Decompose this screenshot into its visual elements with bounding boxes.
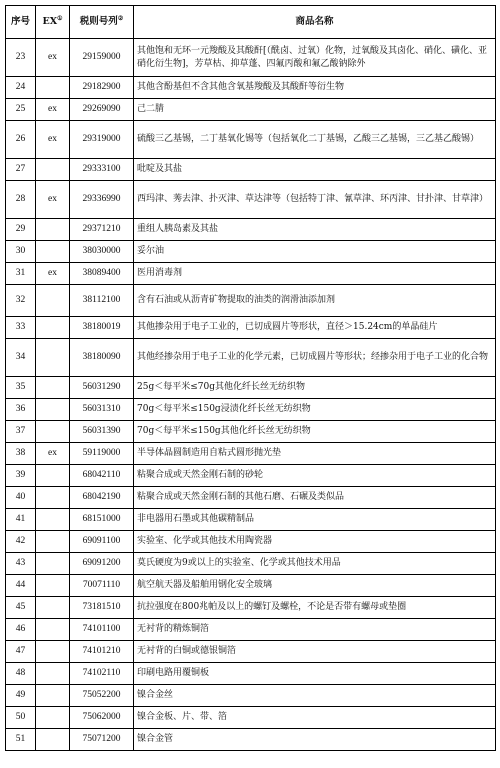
cell-tariff-code: 56031290	[70, 377, 134, 399]
cell-serial-number: 31	[6, 263, 36, 285]
table-row	[6, 317, 496, 339]
cell-product-name: 莫氏硬度为9或以上的实验室、化学或其他技术用品	[134, 553, 496, 575]
cell-ex-flag	[36, 219, 70, 241]
table-row	[6, 553, 496, 575]
cell-product-name: 其他掺杂用于电子工业的，已切成圆片等形状，直径＞15.24cm的单晶硅片	[134, 317, 496, 339]
cell-ex-flag	[36, 509, 70, 531]
cell-ex-flag: ex	[36, 181, 70, 219]
cell-ex-flag: ex	[36, 121, 70, 159]
cell-serial-number: 33	[6, 317, 36, 339]
tariff-table	[5, 5, 496, 751]
cell-serial-number: 24	[6, 77, 36, 99]
cell-tariff-code: 70071110	[70, 575, 134, 597]
header-serial-number-label: 序号	[10, 15, 30, 27]
table-row	[6, 377, 496, 399]
cell-serial-number: 30	[6, 241, 36, 263]
cell-tariff-code: 75052200	[70, 685, 134, 707]
table-row	[6, 219, 496, 241]
table-row	[6, 641, 496, 663]
cell-product-name: 妥尔油	[134, 241, 496, 263]
cell-tariff-code: 75071200	[70, 729, 134, 751]
cell-tariff-code: 68042110	[70, 465, 134, 487]
cell-product-name: 硫酸三乙基锡，二丁基氧化锡等（包括氧化二丁基锡，乙酸三乙基锡，三乙基乙酸锡）	[134, 121, 496, 159]
cell-product-name: 其他含酚基但不含其他含氧基羧酸及其酸酐等衍生物	[134, 77, 496, 99]
cell-tariff-code: 68151000	[70, 509, 134, 531]
cell-product-name: 粘聚合成或天然金刚石制的砂轮	[134, 465, 496, 487]
tariff-table-page	[5, 5, 496, 751]
cell-tariff-code: 56031310	[70, 399, 134, 421]
cell-product-name: 抗拉强度在800兆帕及以上的螺钉及螺栓，不论是否带有螺母或垫圈	[134, 597, 496, 619]
cell-ex-flag	[36, 531, 70, 553]
cell-serial-number: 26	[6, 121, 36, 159]
cell-serial-number: 41	[6, 509, 36, 531]
table-row	[6, 181, 496, 219]
table-row	[6, 707, 496, 729]
table-row	[6, 685, 496, 707]
table-row	[6, 531, 496, 553]
cell-serial-number: 37	[6, 421, 36, 443]
cell-product-name: 其他经掺杂用于电子工业的化学元素，已切成圆片等形状；经掺杂用于电子工业的化合物	[134, 339, 496, 377]
cell-serial-number: 50	[6, 707, 36, 729]
cell-serial-number: 29	[6, 219, 36, 241]
table-row	[6, 399, 496, 421]
cell-serial-number: 48	[6, 663, 36, 685]
cell-serial-number: 28	[6, 181, 36, 219]
cell-product-name: 含有石油或从沥青矿物提取的油类的润滑油添加剂	[134, 285, 496, 317]
cell-product-name: 70g＜每平米≤150g其他化纤长丝无纺织物	[134, 421, 496, 443]
header-ex-label: EX	[42, 16, 58, 28]
table-header-row	[6, 6, 496, 39]
cell-serial-number: 36	[6, 399, 36, 421]
cell-tariff-code: 38180090	[70, 339, 134, 377]
cell-serial-number: 44	[6, 575, 36, 597]
cell-tariff-code: 69091200	[70, 553, 134, 575]
cell-product-name: 航空航天器及船舶用钢化安全玻璃	[134, 575, 496, 597]
cell-ex-flag	[36, 597, 70, 619]
header-ex-footnote-mark: ①	[57, 15, 63, 23]
header-serial-number	[6, 6, 36, 39]
cell-tariff-code: 74101210	[70, 641, 134, 663]
cell-tariff-code: 29319000	[70, 121, 134, 159]
cell-product-name: 半导体晶圆制造用自粘式圆形抛光垫	[134, 443, 496, 465]
cell-product-name: 实验室、化学或其他技术用陶瓷器	[134, 531, 496, 553]
cell-ex-flag: ex	[36, 39, 70, 77]
table-row	[6, 509, 496, 531]
cell-product-name: 医用消毒剂	[134, 263, 496, 285]
cell-ex-flag	[36, 685, 70, 707]
table-row	[6, 729, 496, 751]
cell-product-name: 印刷电路用覆铜板	[134, 663, 496, 685]
table-body	[6, 39, 496, 751]
cell-ex-flag	[36, 339, 70, 377]
cell-tariff-code: 74102110	[70, 663, 134, 685]
cell-product-name: 70g＜每平米≤150g浸渍化纤长丝无纺织物	[134, 399, 496, 421]
table-row	[6, 575, 496, 597]
cell-ex-flag	[36, 641, 70, 663]
cell-ex-flag: ex	[36, 443, 70, 465]
cell-tariff-code: 59119000	[70, 443, 134, 465]
cell-ex-flag	[36, 553, 70, 575]
cell-serial-number: 46	[6, 619, 36, 641]
cell-ex-flag	[36, 285, 70, 317]
cell-ex-flag	[36, 241, 70, 263]
cell-tariff-code: 68042190	[70, 487, 134, 509]
cell-ex-flag	[36, 729, 70, 751]
table-row	[6, 241, 496, 263]
cell-tariff-code: 29333100	[70, 159, 134, 181]
cell-serial-number: 32	[6, 285, 36, 317]
cell-product-name: 镍合金丝	[134, 685, 496, 707]
header-product-name	[134, 6, 496, 39]
cell-product-name: 25g＜每平米≤70g其他化纤长丝无纺织物	[134, 377, 496, 399]
cell-product-name: 其他饱和无环一元羧酸及其酸酐[（酰卤、过氧）化物，过氧酸及其卤化、硝化、磺化、亚硝化衍生物]，芳草枯、抑草蓬、四氟丙酸和氟乙酸钠除外	[134, 39, 496, 77]
cell-serial-number: 47	[6, 641, 36, 663]
cell-ex-flag	[36, 377, 70, 399]
cell-ex-flag	[36, 317, 70, 339]
cell-ex-flag	[36, 159, 70, 181]
cell-product-name: 无衬背的精炼铜箔	[134, 619, 496, 641]
cell-tariff-code: 75062000	[70, 707, 134, 729]
header-tariff-code-footnote-mark: ②	[117, 15, 124, 23]
cell-tariff-code: 29371210	[70, 219, 134, 241]
cell-product-name: 无衬背的白铜或德银铜箔	[134, 641, 496, 663]
table-row	[6, 159, 496, 181]
cell-tariff-code: 38030000	[70, 241, 134, 263]
table-row	[6, 121, 496, 159]
table-row	[6, 339, 496, 377]
cell-serial-number: 51	[6, 729, 36, 751]
cell-product-name: 重组人胰岛素及其盐	[134, 219, 496, 241]
cell-ex-flag: ex	[36, 99, 70, 121]
cell-serial-number: 23	[6, 39, 36, 77]
cell-tariff-code: 29182900	[70, 77, 134, 99]
cell-product-name: 吡啶及其盐	[134, 159, 496, 181]
cell-serial-number: 38	[6, 443, 36, 465]
cell-serial-number: 49	[6, 685, 36, 707]
cell-serial-number: 40	[6, 487, 36, 509]
cell-ex-flag	[36, 77, 70, 99]
cell-product-name: 镍合金板、片、带、箔	[134, 707, 496, 729]
header-tariff-code	[70, 6, 134, 39]
cell-serial-number: 39	[6, 465, 36, 487]
cell-serial-number: 25	[6, 99, 36, 121]
table-row	[6, 263, 496, 285]
table-row	[6, 77, 496, 99]
header-tariff-code-label: 税则号列	[79, 16, 118, 28]
cell-tariff-code: 38089400	[70, 263, 134, 285]
cell-product-name: 西玛津、莠去津、扑灭津、草达津等（包括特丁津、氰草津、环丙津、甘扑津、甘草津）	[134, 181, 496, 219]
cell-tariff-code: 29336990	[70, 181, 134, 219]
cell-tariff-code: 56031390	[70, 421, 134, 443]
cell-serial-number: 34	[6, 339, 36, 377]
cell-ex-flag	[36, 575, 70, 597]
cell-tariff-code: 74101100	[70, 619, 134, 641]
table-row	[6, 421, 496, 443]
table-row	[6, 443, 496, 465]
table-row	[6, 99, 496, 121]
cell-tariff-code: 38180019	[70, 317, 134, 339]
cell-ex-flag	[36, 487, 70, 509]
table-row	[6, 285, 496, 317]
cell-ex-flag	[36, 707, 70, 729]
cell-product-name: 镍合金管	[134, 729, 496, 751]
cell-serial-number: 35	[6, 377, 36, 399]
table-row	[6, 597, 496, 619]
header-product-name-label: 商品名称	[295, 15, 334, 27]
cell-ex-flag	[36, 399, 70, 421]
cell-serial-number: 45	[6, 597, 36, 619]
header-ex	[36, 6, 70, 39]
table-row	[6, 465, 496, 487]
cell-ex-flag	[36, 465, 70, 487]
cell-serial-number: 27	[6, 159, 36, 181]
cell-product-name: 粘聚合成或天然金刚石制的其他石磨、石碾及类似品	[134, 487, 496, 509]
cell-ex-flag	[36, 421, 70, 443]
table-row	[6, 619, 496, 641]
cell-product-name: 己二腈	[134, 99, 496, 121]
cell-ex-flag: ex	[36, 263, 70, 285]
cell-serial-number: 43	[6, 553, 36, 575]
cell-tariff-code: 29269090	[70, 99, 134, 121]
cell-tariff-code: 29159000	[70, 39, 134, 77]
cell-product-name: 非电器用石墨或其他碳精制品	[134, 509, 496, 531]
cell-serial-number: 42	[6, 531, 36, 553]
table-row	[6, 663, 496, 685]
table-row	[6, 487, 496, 509]
table-row	[6, 39, 496, 77]
cell-tariff-code: 73181510	[70, 597, 134, 619]
cell-tariff-code: 38112100	[70, 285, 134, 317]
cell-ex-flag	[36, 619, 70, 641]
cell-tariff-code: 69091100	[70, 531, 134, 553]
cell-ex-flag	[36, 663, 70, 685]
